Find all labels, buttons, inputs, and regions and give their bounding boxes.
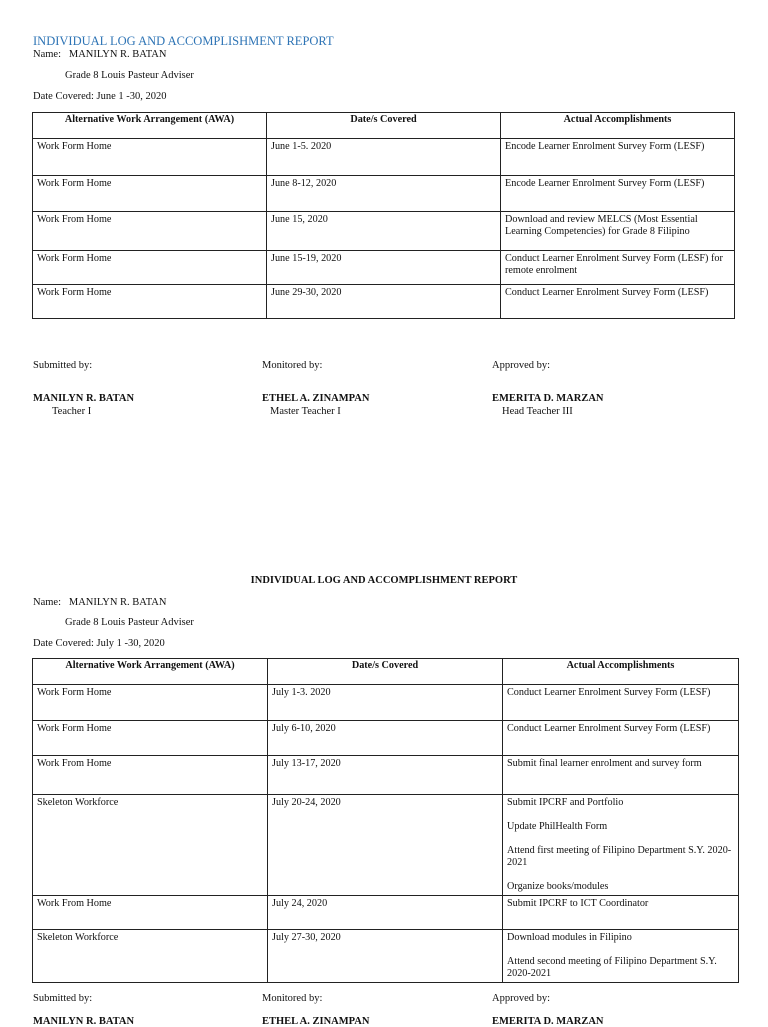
awa-cell: Work Form Home bbox=[33, 251, 267, 285]
report1-table bbox=[32, 112, 735, 319]
awa-cell: Work Form Home bbox=[33, 285, 267, 319]
date-cell: July 1-3. 2020 bbox=[268, 685, 503, 721]
approved-by-label: Approved by: bbox=[492, 360, 551, 371]
report1-name-line bbox=[33, 49, 166, 60]
monitor-position: Master Teacher I bbox=[270, 406, 341, 417]
report2-role: Grade 8 Louis Pasteur Adviser bbox=[65, 617, 194, 628]
table-row bbox=[33, 756, 739, 795]
approved-by-label: Approved by: bbox=[492, 993, 551, 1004]
header-date: Date/s Covered bbox=[268, 659, 503, 685]
accomplishment-cell: Conduct Learner Enrolment Survey Form (LESF) bbox=[501, 285, 735, 319]
submitter-name: MANILYN R. BATAN bbox=[33, 1016, 135, 1027]
date-cell: June 29-30, 2020 bbox=[267, 285, 501, 319]
report1-role: Grade 8 Louis Pasteur Adviser bbox=[65, 70, 194, 81]
header-accomplishments: Actual Accomplishments bbox=[503, 659, 739, 685]
accomplishment-cell: Submit IPCRF to ICT Coordinator bbox=[503, 896, 739, 930]
monitored-by-label: Monitored by: bbox=[262, 360, 323, 371]
report2-date-covered: Date Covered: July 1 -30, 2020 bbox=[33, 638, 165, 649]
table-row bbox=[33, 721, 739, 756]
date-cell: July 13-17, 2020 bbox=[268, 756, 503, 795]
table-row bbox=[33, 212, 735, 251]
awa-cell: Work Form Home bbox=[33, 139, 267, 176]
table-row bbox=[33, 251, 735, 285]
report2-title: INDIVIDUAL LOG AND ACCOMPLISHMENT REPORT bbox=[250, 575, 518, 586]
table-row bbox=[33, 795, 739, 896]
approver-name: EMERITA D. MARZAN bbox=[492, 1016, 604, 1027]
accomplishment-cell: Conduct Learner Enrolment Survey Form (LESF) bbox=[503, 685, 739, 721]
awa-cell: Skeleton Workforce bbox=[33, 795, 268, 896]
table-row bbox=[33, 285, 735, 319]
date-cell: July 24, 2020 bbox=[268, 896, 503, 930]
accomplishment-cell: Download and review MELCS (Most Essential Learning Competencies) for Grade 8 Filipino bbox=[501, 212, 735, 251]
approver-name: EMERITA D. MARZAN bbox=[492, 393, 604, 404]
report2-table bbox=[32, 658, 739, 983]
date-cell: July 20-24, 2020 bbox=[268, 795, 503, 896]
table-row bbox=[33, 139, 735, 176]
awa-cell: Work Form Home bbox=[33, 176, 267, 212]
date-cell: July 6-10, 2020 bbox=[268, 721, 503, 756]
awa-cell: Work Form Home bbox=[33, 685, 268, 721]
monitored-by-label: Monitored by: bbox=[262, 993, 323, 1004]
name-label: Name: bbox=[33, 597, 61, 608]
submitted-by-label: Submitted by: bbox=[33, 360, 93, 371]
date-cell: June 1-5. 2020 bbox=[267, 139, 501, 176]
table-row bbox=[33, 930, 739, 983]
header-date: Date/s Covered bbox=[267, 113, 501, 139]
awa-cell: Work From Home bbox=[33, 212, 267, 251]
header-awa: Alternative Work Arrangement (AWA) bbox=[33, 113, 267, 139]
accomplishment-cell: Encode Learner Enrolment Survey Form (LESF) bbox=[501, 176, 735, 212]
submitter-position: Teacher I bbox=[52, 406, 92, 417]
name-value: MANILYN R. BATAN bbox=[68, 597, 167, 608]
report1-title: INDIVIDUAL LOG AND ACCOMPLISHMENT REPORT bbox=[33, 34, 334, 48]
submitter-name: MANILYN R. BATAN bbox=[33, 393, 135, 404]
name-label: Name: bbox=[33, 49, 61, 60]
accomplishment-cell: Submit final learner enrolment and survey form bbox=[503, 756, 739, 795]
accomplishment-cell: Conduct Learner Enrolment Survey Form (LESF) for remote enrolment bbox=[501, 251, 735, 285]
accomplishment-cell: Conduct Learner Enrolment Survey Form (LESF) bbox=[503, 721, 739, 756]
date-cell: June 8-12, 2020 bbox=[267, 176, 501, 212]
report1-date-covered: Date Covered: June 1 -30, 2020 bbox=[33, 91, 167, 102]
monitor-name: ETHEL A. ZINAMPAN bbox=[262, 393, 370, 404]
header-accomplishments: Actual Accomplishments bbox=[501, 113, 735, 139]
date-cell: June 15-19, 2020 bbox=[267, 251, 501, 285]
approver-position: Head Teacher III bbox=[502, 406, 573, 417]
awa-cell: Skeleton Workforce bbox=[33, 930, 268, 983]
accomplishment-cell: Submit IPCRF and Portfolio Update PhilHealth Form Attend first meeting of Filipino Department S.Y. 2020-2021 Organize books/modules bbox=[503, 795, 739, 896]
table-row bbox=[33, 896, 739, 930]
awa-cell: Work Form Home bbox=[33, 721, 268, 756]
header-awa: Alternative Work Arrangement (AWA) bbox=[33, 659, 268, 685]
accomplishment-cell: Encode Learner Enrolment Survey Form (LESF) bbox=[501, 139, 735, 176]
accomplishment-cell: Download modules in Filipino Attend second meeting of Filipino Department S.Y. 2020-2021 bbox=[503, 930, 739, 983]
awa-cell: Work From Home bbox=[33, 896, 268, 930]
submitted-by-label: Submitted by: bbox=[33, 993, 93, 1004]
date-cell: June 15, 2020 bbox=[267, 212, 501, 251]
table-row bbox=[33, 685, 739, 721]
monitor-name: ETHEL A. ZINAMPAN bbox=[262, 1016, 370, 1027]
awa-cell: Work From Home bbox=[33, 756, 268, 795]
date-cell: July 27-30, 2020 bbox=[268, 930, 503, 983]
report2-name-line bbox=[33, 597, 166, 608]
name-value: MANILYN R. BATAN bbox=[68, 49, 167, 60]
table-row bbox=[33, 176, 735, 212]
